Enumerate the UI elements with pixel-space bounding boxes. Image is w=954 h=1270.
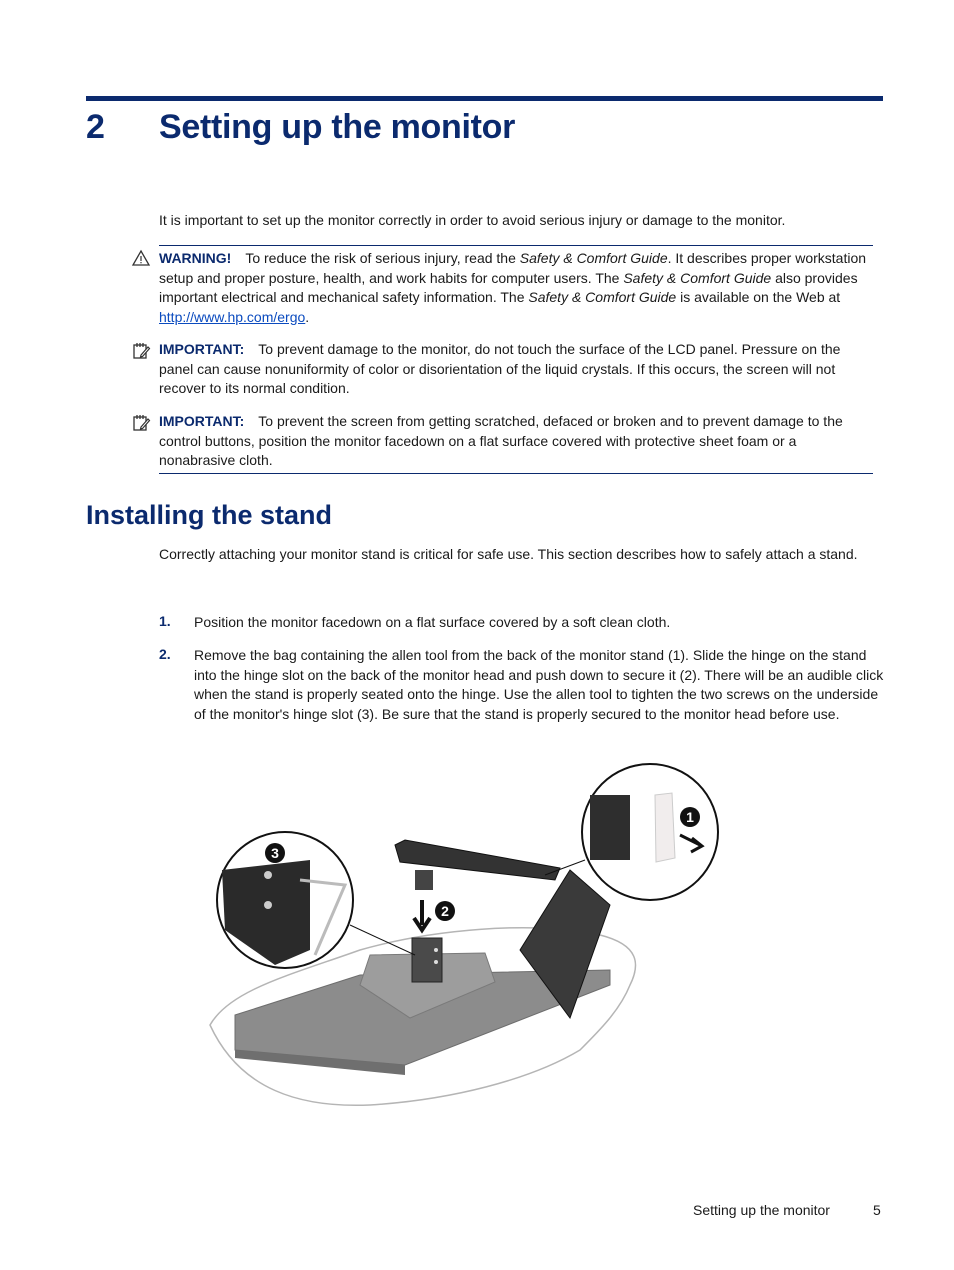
screw xyxy=(264,871,272,879)
warning-top-rule xyxy=(159,245,873,246)
callout-2-label: 2 xyxy=(441,903,449,919)
guide-title: Safety & Comfort Guide xyxy=(519,250,668,266)
chapter-number: 2 xyxy=(86,108,105,146)
intro-paragraph: It is important to set up the monitor correctly in order to avoid serious injury or damage to the monitor. xyxy=(159,212,786,228)
page-number: 5 xyxy=(873,1202,881,1218)
arrow-down-icon xyxy=(414,900,430,930)
section-intro: Correctly attaching your monitor stand is critical for safe use. This section describes how to safely attach a stand. xyxy=(159,546,858,562)
stand-hinge xyxy=(415,870,433,890)
important-note-1 xyxy=(159,340,873,399)
screw xyxy=(264,901,272,909)
warning-text: To reduce the risk of serious injury, read the xyxy=(245,250,520,266)
step-text: Position the monitor facedown on a flat surface covered by a soft clean cloth. xyxy=(194,614,671,630)
important-note-icon xyxy=(131,341,151,361)
hinge-slot xyxy=(412,938,442,982)
chapter-rule xyxy=(86,96,883,101)
chapter-title: Setting up the monitor xyxy=(159,108,516,146)
warning-label: WARNING! xyxy=(159,250,232,266)
warning-text: . xyxy=(305,308,310,325)
warning-text: also provides important electrical and mechanical safety information. The xyxy=(159,269,858,305)
screw xyxy=(434,960,438,964)
section-title: Installing the stand xyxy=(86,500,333,530)
ergo-link[interactable]: http://www.hp.com/ergo xyxy=(159,308,306,325)
footer-title: Setting up the monitor xyxy=(693,1202,830,1218)
stand-installation-figure xyxy=(200,760,740,1120)
important-note-icon xyxy=(131,413,151,433)
allen-tool-bag xyxy=(655,793,675,862)
warning-triangle-icon xyxy=(131,248,151,268)
warning-text: is available on the Web at xyxy=(676,289,841,305)
step-text: Remove the bag containing the allen tool from the back of the monitor stand (1). Slide the hinge on the stand into the hinge slot on the back of the monitor head and push down to secure it (2). There will be an audible click when the stand is properly seated onto the hinge. Use the allen tool to tighten the two screws on the underside of the monitor's hinge slot (3). Be sure that the stand is properly secured to the monitor head before use. xyxy=(194,647,884,722)
warning-note xyxy=(159,249,873,327)
important-label: IMPORTANT: xyxy=(159,341,245,357)
important-note-2 xyxy=(159,412,873,471)
guide-title: Safety & Comfort Guide xyxy=(528,289,677,305)
guide-title: Safety & Comfort Guide xyxy=(623,269,772,286)
callout-3-label: 3 xyxy=(271,845,279,861)
important-text: To prevent damage to the monitor, do not touch the surface of the LCD panel. Pressure on the panel can cause nonuniformity of color or disorientation of the liquid crystals. If this occurs, the screen will not recover to its normal condition. xyxy=(159,341,841,396)
notes-bottom-rule xyxy=(159,473,873,474)
warning-text: . It describes proper workstation setup and proper posture, health, and work habits for computer users. The xyxy=(159,250,867,286)
callout-1-label: 1 xyxy=(686,809,694,825)
important-text: To prevent the screen from getting scratched, defaced or broken and to prevent damage to the control buttons, position the monitor facedown on a flat surface covered with protective sheet foam or a nonabrasive cloth. xyxy=(159,413,843,468)
important-label: IMPORTANT: xyxy=(159,413,245,429)
step-number: 2. xyxy=(159,646,171,662)
screw xyxy=(434,948,438,952)
stand-back-closeup xyxy=(590,795,630,860)
step-number: 1. xyxy=(159,613,171,629)
